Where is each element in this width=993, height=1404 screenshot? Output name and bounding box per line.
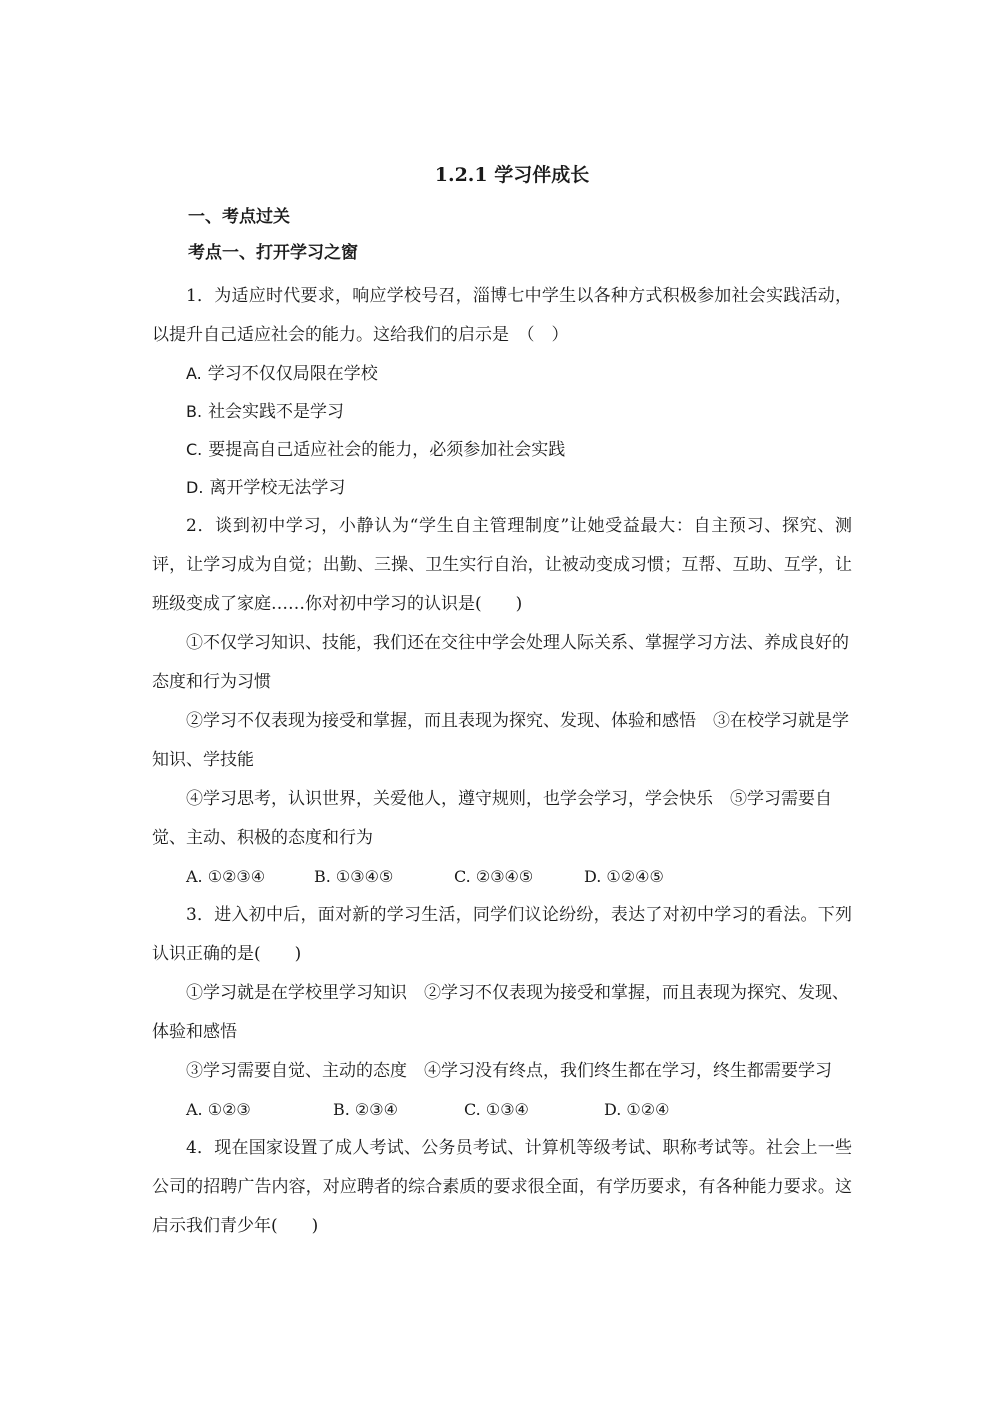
question-3-stem: 3．进入初中后，面对新的学习生活，同学们议论纷纷，表达了对初中学习的看法。下列认识正确的是( ) <box>152 905 852 964</box>
subsection-heading: 考点一、打开学习之窗 <box>188 243 358 263</box>
question-3-choices <box>186 1091 852 1129</box>
question-1-stem: 1．为适应时代要求，响应学校号召，淄博七中学生以各种方式积极参加社会实践活动，以提升自己适应社会的能力。这给我们的启示是 （ ） <box>152 286 852 345</box>
option-text: 离开学校无法学习 <box>209 478 346 498</box>
section-heading: 一、考点过关 <box>188 207 290 227</box>
question-3-item-2: ③学习需要自觉、主动的态度 ④学习没有终点，我们终生都在学习，终生都需要学习 <box>186 1061 832 1081</box>
option-text: 社会实践不是学习 <box>208 402 345 422</box>
choice-c: C. ①③④ <box>464 1100 529 1119</box>
choice-a: A. ①②③ <box>186 1100 251 1119</box>
question-2-item-1: ①不仅学习知识、技能，我们还在交往中学会处理人际关系、掌握学习方法、养成良好的态度和行为习惯 <box>152 633 849 692</box>
choice-b: B. ②③④ <box>333 1100 398 1119</box>
option-letter: D. <box>186 478 204 497</box>
question-3-item-1: ①学习就是在学校里学习知识 ②学习不仅表现为接受和掌握，而且表现为探究、发现、体验和感悟 <box>152 983 849 1042</box>
choice-b: B. ①③④⑤ <box>314 867 394 886</box>
choice-d: D. ①②④ <box>604 1100 670 1119</box>
question-1-option-d <box>186 469 852 507</box>
option-text: 学习不仅仅局限在学校 <box>207 364 378 384</box>
question-2-item-2: ②学习不仅表现为接受和掌握，而且表现为探究、发现、体验和感悟 ③在校学习就是学知识、学技能 <box>152 711 849 770</box>
question-2-choices <box>186 858 852 896</box>
choice-a: A. ①②③④ <box>186 867 266 886</box>
question-4-stem: 4．现在国家设置了成人考试、公务员考试、计算机等级考试、职称考试等。社会上一些公司的招聘广告内容，对应聘者的综合素质的要求很全面，有学历要求，有各种能力要求。这启示我们青少年( ) <box>152 1138 852 1236</box>
question-1 <box>152 277 852 507</box>
question-1-option-c <box>186 431 852 469</box>
question-3 <box>152 896 852 1129</box>
choice-d: D. ①②④⑤ <box>584 867 664 886</box>
document-content <box>152 160 852 1246</box>
option-letter: A. <box>186 364 202 383</box>
option-text: 要提高自己适应社会的能力，必须参加社会实践 <box>208 440 566 460</box>
option-letter: C. <box>186 440 203 459</box>
question-2 <box>152 507 852 896</box>
option-letter: B. <box>186 402 203 421</box>
question-2-item-3: ④学习思考，认识世界，关爱他人，遵守规则，也学会学习，学会快乐 ⑤学习需要自觉、主动、积极的态度和行为 <box>152 789 832 848</box>
question-1-option-b <box>186 393 852 431</box>
question-1-option-a <box>186 355 852 393</box>
choice-c: C. ②③④⑤ <box>454 867 534 886</box>
question-2-stem: 2．谈到初中学习，小静认为“学生自主管理制度”让她受益最大：自主预习、探究、测评，让学习成为自觉；出勤、三操、卫生实行自治，让被动变成习惯；互帮、互助、互学，让班级变成了家庭……你对初中学习的认识是( ) <box>152 516 852 614</box>
question-4 <box>152 1129 852 1246</box>
page-title: 1.2.1 学习伴成长 <box>434 164 590 186</box>
